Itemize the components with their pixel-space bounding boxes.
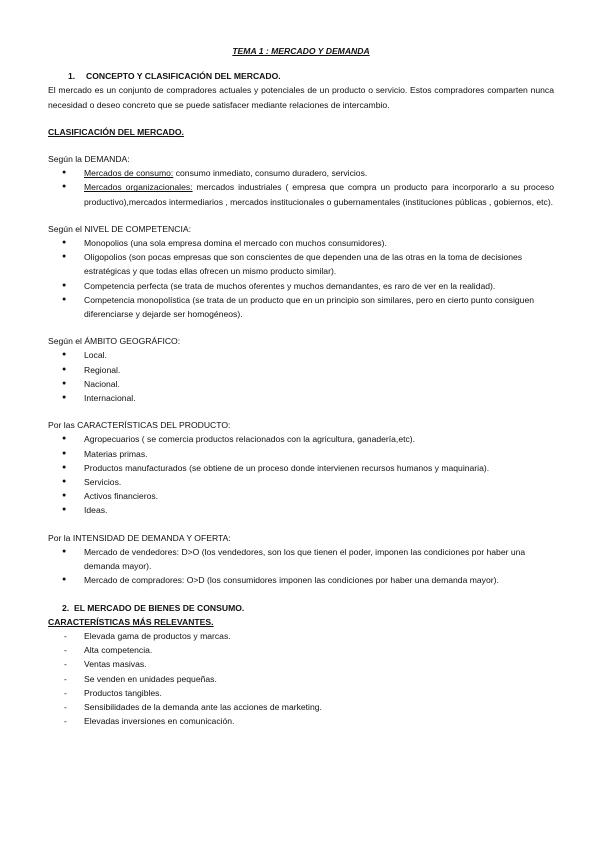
list-item: ● Mercado de vendedores: D>O (los vendedores, son los que tienen el poder, imponen las condiciones por haber una demanda mayor). xyxy=(48,545,554,573)
section-1-heading-text: CONCEPTO Y CLASIFICACIÓN DEL MERCADO. xyxy=(86,71,281,82)
list-item: ● Monopolios (una sola empresa domina el mercado con muchos consumidores). xyxy=(48,236,554,250)
section-1-heading xyxy=(68,69,554,83)
producto-label: Por las CARACTERÍSTICAS DEL PRODUCTO: xyxy=(48,420,231,431)
list-item: ● Materias primas. xyxy=(48,447,554,461)
caracteristicas-heading: CARACTERÍSTICAS MÁS RELEVANTES. xyxy=(48,616,214,627)
producto-list xyxy=(48,432,554,517)
competencia-label: Según el NIVEL DE COMPETENCIA: xyxy=(48,223,191,234)
intensidad-list xyxy=(48,545,554,588)
list-item: ● Regional. xyxy=(48,363,554,377)
list-item: ● Internacional. xyxy=(48,391,554,405)
list-item: ● Mercado de compradores: O>D (los consumidores imponen las condiciones por haber una demanda mayor). xyxy=(48,573,554,587)
list-item: ● Servicios. xyxy=(48,475,554,489)
list-item: - Alta competencia. xyxy=(48,643,554,657)
ambito-label: Según el ÁMBITO GEOGRÁFICO: xyxy=(48,336,181,347)
clasificacion-heading: CLASIFICACIÓN DEL MERCADO. xyxy=(48,126,184,137)
list-item: ● Local. xyxy=(48,348,554,362)
section-1-number: 1. xyxy=(68,71,76,82)
document-page xyxy=(48,44,554,728)
list-item: ● Oligopolios (son pocas empresas que son conscientes de que dependen una de las otras en la toma de decisiones estratégicas y que todas ellas ofrecen un mismo producto similar). xyxy=(48,250,554,278)
list-item: - Sensibilidades de la demanda ante las acciones de marketing. xyxy=(48,700,554,714)
section-2-heading-text: EL MERCADO DE BIENES DE CONSUMO. xyxy=(74,602,245,613)
list-item: ● Activos financieros. xyxy=(48,489,554,503)
list-item: - Elevadas inversiones en comunicación. xyxy=(48,714,554,728)
list-item: ● Competencia monopolística (se trata de un producto que en un principio son similares, pero en cierto punto consiguen diferenciarse y dejarde ser homogéneos). xyxy=(48,293,554,321)
list-item: - Ventas masivas. xyxy=(48,657,554,671)
list-item: - Se venden en unidades pequeñas. xyxy=(48,672,554,686)
list-item: ● Productos manufacturados (se obtiene de un proceso donde intervienen recursos humanos y maquinaria). xyxy=(48,461,554,475)
demanda-label: Según la DEMANDA: xyxy=(48,154,130,165)
intensidad-label: Por la INTENSIDAD DE DEMANDA Y OFERTA: xyxy=(48,532,231,543)
caracteristicas-list xyxy=(48,629,554,728)
list-item: ● Agropecuarios ( se comercia productos relacionados con la agricultura, ganadería,etc). xyxy=(48,432,554,446)
list-item: ● Mercados organizacionales: mercados industriales ( empresa que compra un producto para incorporarlo a su proceso productivo),mercados intermediarios , mercados institucionales o gubernamentales (instituciones públicas , gobiernos, etc). xyxy=(48,180,554,208)
list-item: ● Mercados de consumo: consumo inmediato, consumo duradero, servicios. xyxy=(48,166,554,180)
intro-paragraph: El mercado es un conjunto de compradores actuales y potenciales de un producto o servicio. Estos compradores comparten nunca necesidad o deseo concreto que se puede satisfacer mediante relaciones de intercambio. xyxy=(48,85,554,110)
list-item: - Productos tangibles. xyxy=(48,686,554,700)
page-title: TEMA 1 : MERCADO Y DEMANDA xyxy=(232,46,370,56)
ambito-list xyxy=(48,348,554,405)
demanda-list xyxy=(48,166,554,209)
section-2-heading xyxy=(62,601,554,615)
competencia-list xyxy=(48,236,554,321)
list-item: ● Ideas. xyxy=(48,503,554,517)
section-2-number: 2. xyxy=(62,602,70,613)
list-item: ● Competencia perfecta (se trata de muchos oferentes y muchos demandantes, es raro de ver en la realidad). xyxy=(48,279,554,293)
list-item: - Elevada gama de productos y marcas. xyxy=(48,629,554,643)
list-item: ● Nacional. xyxy=(48,377,554,391)
